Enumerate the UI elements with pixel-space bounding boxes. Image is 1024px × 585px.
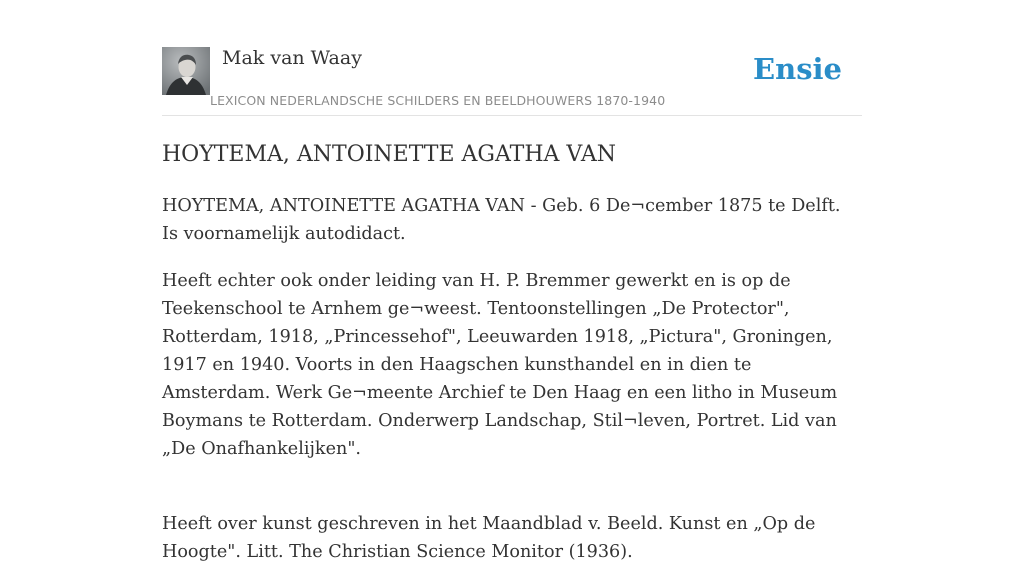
portrait-image [162,47,210,95]
paragraph-spacer [162,482,862,510]
ensie-logo[interactable]: Ensie [753,52,842,86]
article-container [162,0,862,562]
author-avatar[interactable] [162,47,210,95]
source-label[interactable]: LEXICON NEDERLANDSCHE SCHILDERS EN BEELDHOUWERS 1870-1940 [210,93,666,108]
paragraph-3: Heeft over kunst geschreven in het Maandblad v. Beeld. Kunst en „Op de Hoogte". Litt. The Christian Science Monitor (1936). [162,514,816,562]
page-title: HOYTEMA, ANTOINETTE AGATHA VAN [162,142,616,167]
article-header [162,0,862,116]
paragraph-1: HOYTEMA, ANTOINETTE AGATHA VAN - Geb. 6 De¬cember 1875 te Delft. Is voornamelijk autodidact. [162,196,841,244]
author-name[interactable]: Mak van Waay [222,47,362,69]
paragraph-2: Heeft echter ook onder leiding van H. P. Bremmer gewerkt en is op de Teekenschool te Arnhem ge¬weest. Tentoonstellingen „De Protector", Rotterdam, 1918, „Princessehof", Leeuwarden 1918, „Pictura", Groningen, 1917 en 1940. Voorts in den Haagschen kunsthandel en in dien te Amsterdam. Werk Ge¬meente Archief te Den Haag en een litho in Museum Boymans te Rotterdam. Onderwerp Landschap, Stil¬leven, Portret. Lid van „De Onafhankelijken". [162,271,838,459]
article-body [162,192,862,585]
